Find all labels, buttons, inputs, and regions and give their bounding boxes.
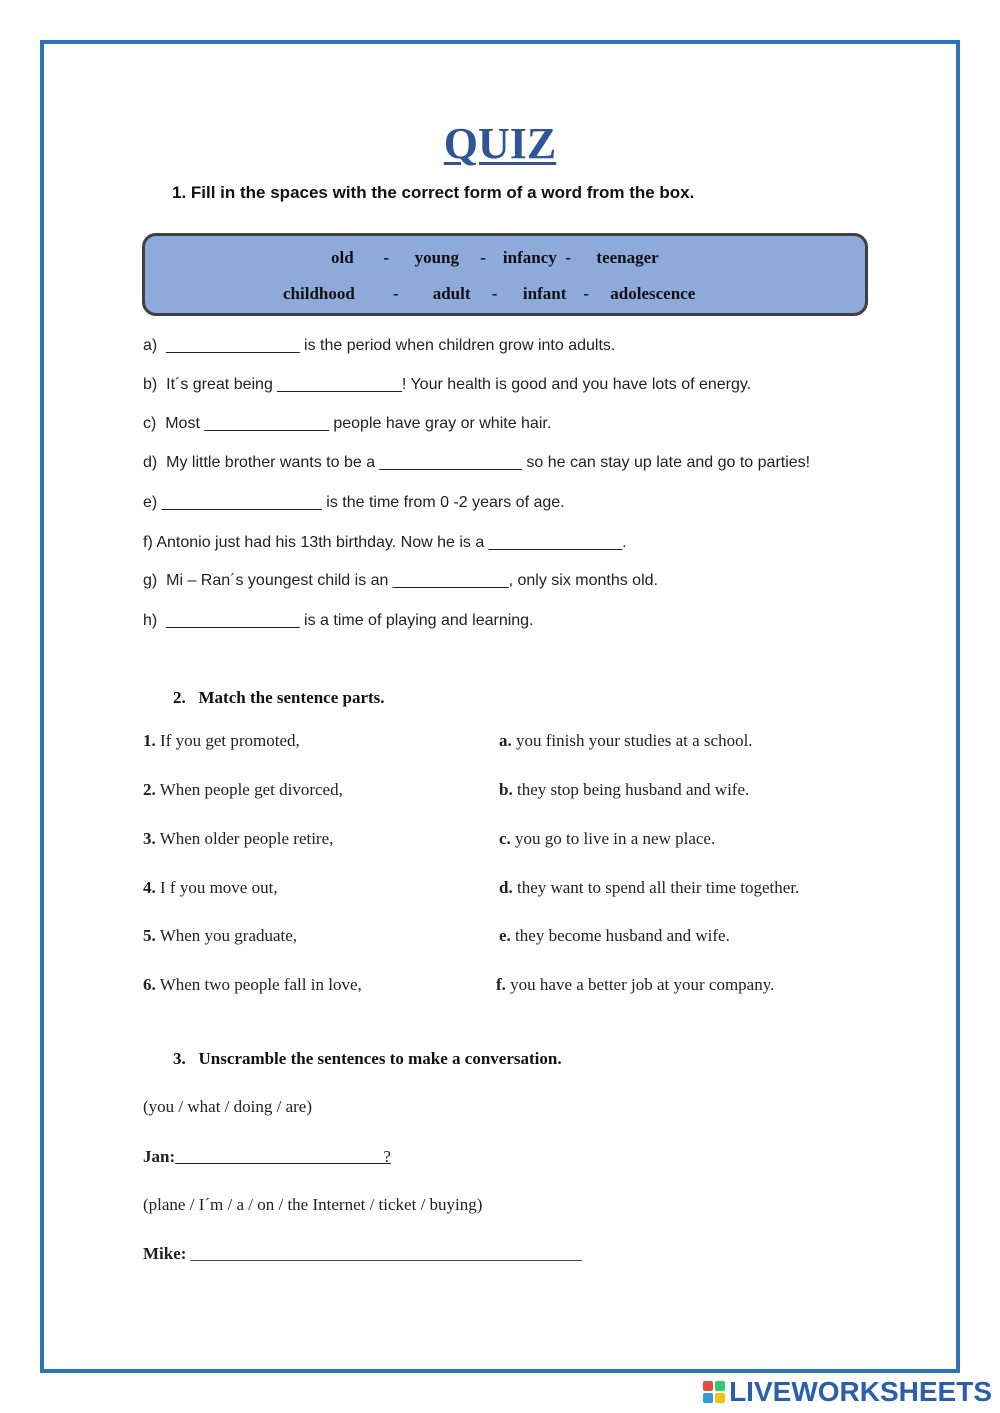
liveworksheets-logo [703,1376,992,1408]
section-2-heading: 2. Match the sentence parts. [173,688,385,707]
fill-item-g: g) Mi – Ran´s youngest child is an _____________, only six months old. [143,572,658,589]
fill-item-a: a) _______________ is the period when children grow into adults. [143,337,616,354]
jan-label: Jan: [143,1147,176,1166]
match-left-4: 4. I f you move out, [143,878,278,897]
mike-answer-blank[interactable]: ______________________________________________ [186,1244,582,1263]
fill-item-d: d) My little brother wants to be a ________________ so he can stay up late and go to parties! [143,454,811,471]
match-right-c: c. you go to live in a new place. [499,829,716,848]
fill-item-b: b) It´s great being ______________! Your health is good and you have lots of energy. [143,376,752,393]
match-right-d: d. they want to spend all their time together. [499,878,800,897]
logo-text: LIVEWORKSHEETS [729,1376,992,1407]
word-box-row-1: old - young - infancy - teenager [331,248,659,267]
mike-label: Mike: [143,1244,187,1263]
match-right-e: e. they become husband and wife. [499,926,730,945]
scramble-prompt-2: (plane / I´m / a / on / the Internet / ticket / buying) [143,1195,483,1214]
match-right-a: a. you finish your studies at a school. [499,731,753,750]
match-left-2: 2. When people get divorced, [143,780,343,799]
scramble-prompt-1: (you / what / doing / are) [143,1097,313,1116]
fill-item-c: c) Most ______________ people have gray or white hair. [143,415,552,432]
fill-item-h: h) _______________ is a time of playing and learning. [143,612,534,629]
word-box-row-2: childhood - adult - infant - adolescence [283,284,696,303]
match-right-b: b. they stop being husband and wife. [499,780,750,799]
fill-item-f: f) Antonio just had his 13th birthday. Now he is a _______________. [143,534,627,551]
logo-icon [703,1381,725,1403]
match-left-3: 3. When older people retire, [143,829,334,848]
match-left-5: 5. When you graduate, [143,926,298,945]
jan-answer-blank[interactable]: ________________________? [175,1147,391,1166]
section-1-heading: 1. Fill in the spaces with the correct form of a word from the box. [172,183,695,202]
section-3-heading: 3. Unscramble the sentences to make a conversation. [173,1049,562,1068]
match-left-1: 1. If you get promoted, [143,731,300,750]
fill-item-e: e) __________________ is the time from 0 -2 years of age. [143,494,565,511]
page-title: QUIZ [443,119,557,168]
word-box [142,233,868,316]
jan-line [143,1147,391,1167]
mike-line [143,1244,582,1264]
match-right-f: f. you have a better job at your company. [496,975,775,994]
match-left-6: 6. When two people fall in love, [143,975,362,994]
